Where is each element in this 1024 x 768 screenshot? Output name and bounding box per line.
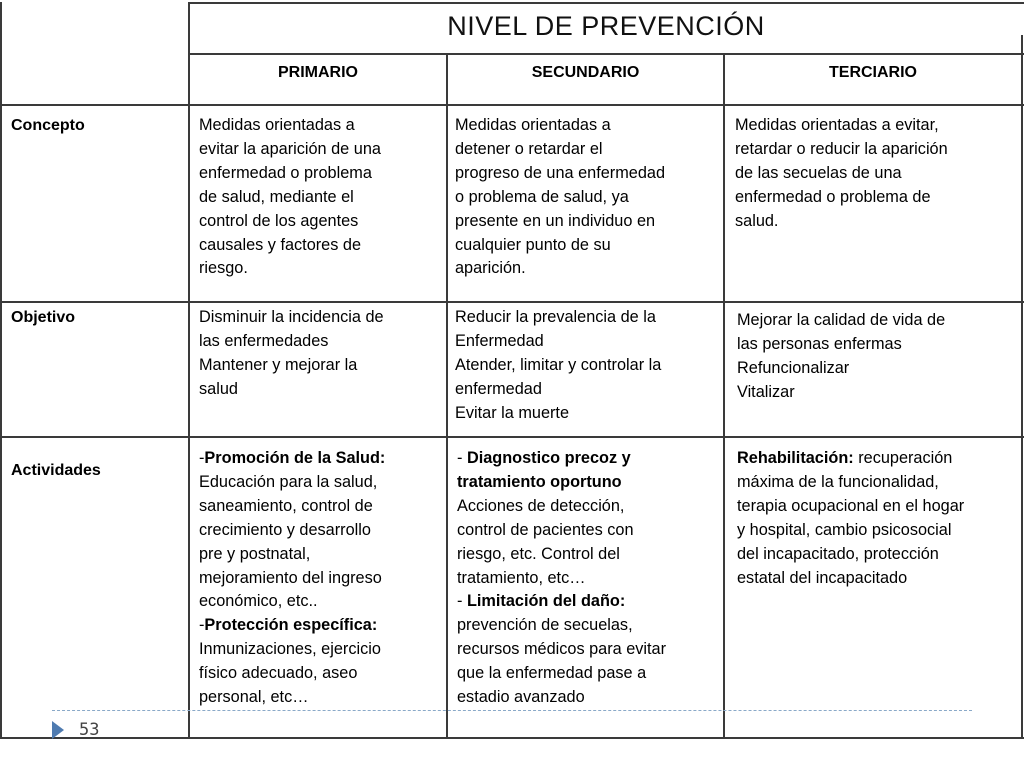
cell-bold-text: Promoción de la Salud:: [204, 449, 386, 467]
title-divider: [189, 53, 1024, 55]
cell-actividades-primario: [199, 447, 445, 710]
cell-text: Medidas orientadas a detener o retardar el progreso de una enfermedad o problema de salud, ya presente en un individuo en cualquier punto de su aparición.: [455, 116, 665, 278]
cell-concepto-secundario: [455, 114, 721, 281]
cell-text: Educación para la salud, saneamiento, control de crecimiento y desarrollo pre y postnatal, mejoramiento del ingreso económico, etc.. -: [199, 472, 382, 635]
cell-bold-text: Rehabilitación:: [737, 449, 854, 467]
cell-text: Medidas orientadas a evitar la aparición de una enfermedad o problema de salud, mediante el control de los agentes causales y factores de riesgo.: [199, 116, 381, 278]
secundario-column-divider: [723, 53, 725, 739]
cell-text: Inmunizaciones, ejercicio físico adecuado, aseo personal, etc…: [199, 640, 381, 707]
cell-bold-text: Limitación del daño:: [466, 592, 626, 611]
column-header-terciario: TERCIARIO: [829, 64, 917, 81]
cell-concepto-terciario: [735, 114, 1019, 234]
cell-text: -: [199, 449, 205, 467]
table-right-border: [1021, 35, 1023, 739]
slide-arrow-icon: [52, 721, 64, 739]
cell-text: prevención de secuelas, recursos médicos para evitar que la enfermedad pase a estadio avanzado: [457, 616, 667, 707]
cell-bold-text: Diagnostico precoz y tratamiento oportuno: [457, 449, 631, 491]
column-header-secundario: SECUNDARIO: [531, 64, 640, 81]
concepto-row-divider: [0, 301, 1024, 303]
table-bottom-border: [0, 737, 1024, 739]
page-number: 53: [79, 720, 100, 740]
cell-actividades-terciario: [737, 447, 1021, 590]
cell-text: recuperación máxima de la funcionalidad, terapia ocupacional en el hogar y hospital, cambio psicosocial del incapacitado, protección estatal del incapacitado: [737, 449, 965, 587]
table-title: NIVEL DE PREVENCIÓN: [447, 11, 765, 41]
cell-actividades-secundario: [457, 447, 721, 710]
cell-text: Acciones de detección, control de pacientes con riesgo, etc. Control del tratamiento, etc… -: [457, 496, 634, 611]
cell-text: Disminuir la incidencia de las enfermedades Mantener y mejorar la salud: [199, 308, 384, 398]
footer-dashed-line: [52, 710, 972, 711]
cell-objetivo-secundario: [455, 306, 721, 426]
table-left-border: [0, 2, 2, 739]
cell-concepto-primario: [199, 114, 445, 281]
cell-text: Medidas orientadas a evitar, retardar o reducir la aparición de las secuelas de una enfermedad o problema de salud.: [735, 116, 948, 230]
row-header-objetivo: Objetivo: [11, 309, 76, 326]
primario-column-divider: [446, 53, 448, 739]
label-column-divider: [188, 2, 190, 739]
cell-objetivo-terciario: [737, 309, 1019, 405]
objetivo-row-divider: [0, 436, 1024, 438]
row-header-concepto: Concepto: [11, 117, 85, 134]
cell-text: -: [457, 449, 467, 467]
cell-text: Mejorar la calidad de vida de las personas enfermas Refuncionalizar Vitalizar: [737, 311, 946, 401]
cell-text: Reducir la prevalencia de la Enfermedad Atender, limitar y controlar la enfermedad Evitar la muerte: [455, 308, 662, 422]
cell-bold-text: Protección específica:: [204, 616, 378, 635]
table-top-border: [189, 2, 1024, 4]
row-header-actividades: Actividades: [11, 462, 101, 479]
column-header-primario: PRIMARIO: [278, 64, 358, 81]
cell-objetivo-primario: [199, 306, 445, 402]
header-row-divider: [0, 104, 1024, 106]
